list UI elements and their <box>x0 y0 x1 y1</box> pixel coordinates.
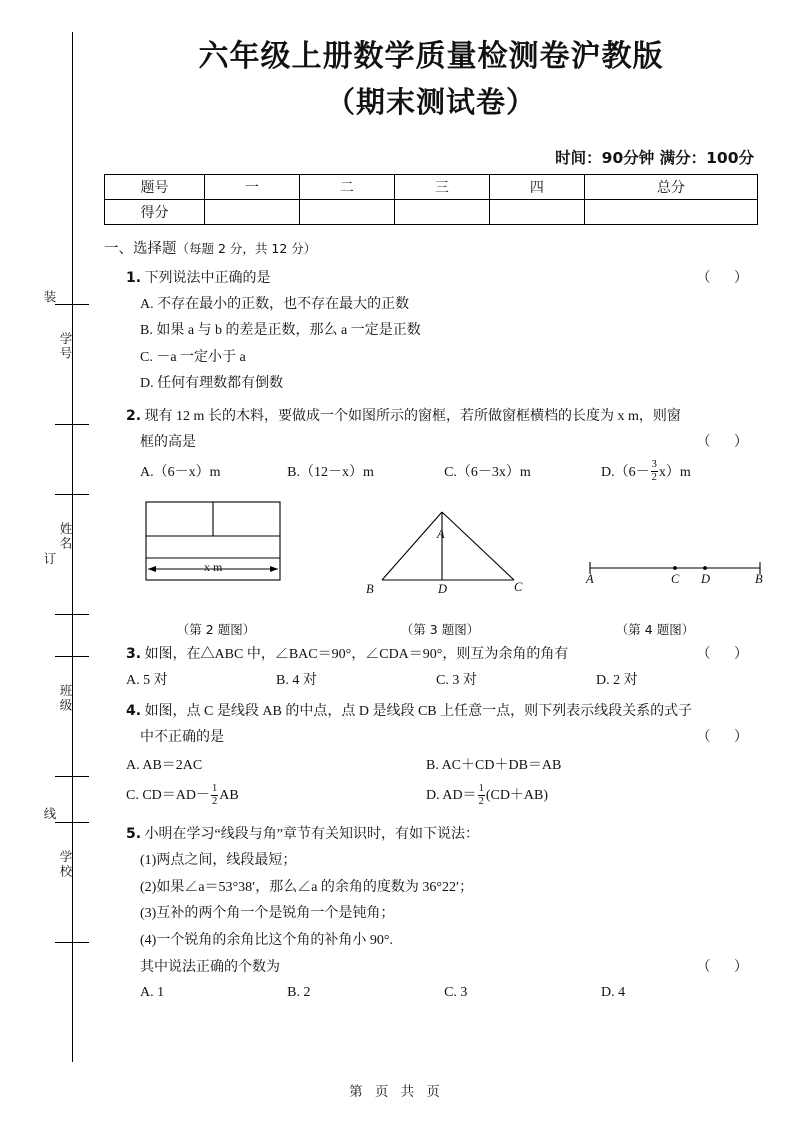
field-rule-banji-end <box>55 776 89 777</box>
score-cell-2[interactable] <box>299 199 394 224</box>
question-2-option-d-prefix: D.（6－ <box>601 464 650 480</box>
question-2-stem-line-2: 框的高是 <box>140 434 196 450</box>
question-5-item-3: (3)互补的两个角一个是锐角一个是钝角； <box>140 906 395 922</box>
score-header-2: 二 <box>299 174 394 199</box>
field-label-xuexiao: 学校 <box>58 850 72 879</box>
question-5-item-4: (4)一个锐角的余角比这个角的补角小 90°. <box>140 932 393 948</box>
question-4-option-c-prefix: C. CD＝AD－ <box>126 788 211 804</box>
question-2-stem-line-1: 现有 12 m 长的木料，要做成一个如图所示的窗框，若所做窗框横档的长度为 x m，则窗 <box>144 409 681 425</box>
figure-row <box>104 492 763 620</box>
question-3-option-b[interactable]: B. 4 对 <box>276 673 317 689</box>
score-cell-3[interactable] <box>394 199 489 224</box>
question-2-number: 2. <box>126 408 142 425</box>
fraction-numerator: 1 <box>478 782 484 794</box>
score-header-4: 四 <box>489 174 584 199</box>
figure-2-dimension-label: x m <box>204 560 223 575</box>
field-rule-banji <box>55 656 89 657</box>
figure-3-caption: （第 3 题图） <box>400 622 480 638</box>
figure-4-segment <box>572 492 792 610</box>
table-row-score <box>105 199 758 224</box>
question-4-option-d-prefix: D. AD＝ <box>426 788 477 804</box>
figure-4-label-B: B <box>755 572 763 587</box>
seal-word-0: 装 <box>42 290 56 303</box>
question-5-option-d[interactable]: D. 4 <box>601 985 626 1001</box>
question-4-option-a[interactable]: A. AB＝2AC <box>126 757 203 773</box>
question-5-item-1: (1)两点之间，线段最短； <box>140 853 297 869</box>
figure-2-caption: （第 2 题图） <box>176 622 256 638</box>
question-2-option-c[interactable]: C.（6－3x）m <box>444 464 531 480</box>
field-rule-xuehao <box>55 304 89 305</box>
question-4-stem-line-1: 如图，点 C 是线段 AB 的中点，点 D 是线段 CB 上任意一点，则下列表示线段关系的式子 <box>144 703 693 719</box>
field-label-xingming: 姓名 <box>58 522 72 551</box>
title-line-1: 六年级上册数学质量检测卷沪教版 <box>198 39 664 74</box>
question-3-option-a[interactable]: A. 5 对 <box>126 673 168 689</box>
seal-word-1: 订 <box>42 552 56 565</box>
fraction-denominator: 2 <box>478 795 484 807</box>
figure-2-window-frame <box>138 496 318 614</box>
exam-content <box>104 30 763 1011</box>
field-rule-xuexiao-end <box>55 942 89 943</box>
score-header-5: 总分 <box>584 174 757 199</box>
field-rule-xuehao-end <box>55 424 89 425</box>
score-header-3: 三 <box>394 174 489 199</box>
question-4 <box>104 699 758 812</box>
question-4-stem-line-2: 中不正确的是 <box>140 729 224 745</box>
question-5-answer-bracket[interactable]: （ ） <box>696 959 758 975</box>
page-footer: 第 页 共 页 <box>349 1084 444 1100</box>
figure-4-label-C: C <box>671 572 680 587</box>
section-heading <box>104 237 758 258</box>
score-cell-1[interactable] <box>205 199 300 224</box>
question-2 <box>104 404 758 486</box>
figure-captions <box>104 620 758 638</box>
field-rule-xuexiao <box>55 822 89 823</box>
question-1-option-d[interactable]: D. 任何有理数都有倒数 <box>140 376 284 392</box>
question-5-stem: 小明在学习“线段与角”章节有关知识时，有如下说法： <box>144 827 479 843</box>
field-rule-xingming-end <box>55 614 89 615</box>
question-2-option-a[interactable]: A.（6－x）m <box>140 464 221 480</box>
table-row-header <box>105 174 758 199</box>
score-row-label: 得分 <box>105 199 205 224</box>
question-4-option-c[interactable] <box>126 781 426 812</box>
fraction-numerator: 3 <box>651 459 657 471</box>
figure-3-label-A: A <box>437 527 445 542</box>
question-4-option-b[interactable]: B. AC＋CD＋DB＝AB <box>426 757 562 773</box>
fraction-three-halves <box>651 459 658 484</box>
field-label-banji: 班级 <box>58 684 72 713</box>
question-3-option-c[interactable]: C. 3 对 <box>436 673 477 689</box>
figure-4-label-A: A <box>586 572 594 587</box>
question-5-tail: 其中说法正确的个数为 <box>140 959 280 975</box>
question-4-option-d[interactable] <box>426 781 548 812</box>
question-5 <box>104 822 758 1007</box>
fraction-denominator: 2 <box>651 472 657 484</box>
question-3-answer-bracket[interactable]: （ ） <box>696 647 758 663</box>
question-2-option-b[interactable]: B.（12－x）m <box>287 464 374 480</box>
question-5-option-a[interactable]: A. 1 <box>140 985 165 1001</box>
question-3-number: 3. <box>126 646 142 663</box>
question-1-answer-bracket[interactable]: （ ） <box>696 270 758 286</box>
question-2-option-d-suffix: x）m <box>658 464 691 480</box>
question-3-option-d[interactable]: D. 2 对 <box>596 673 638 689</box>
question-5-option-c[interactable]: C. 3 <box>444 985 468 1001</box>
field-label-xuehao: 学号 <box>58 332 72 361</box>
figure-3-label-B: B <box>366 582 374 597</box>
question-1-stem: 下列说法中正确的是 <box>144 270 271 286</box>
question-2-answer-bracket[interactable]: （ ） <box>696 434 758 450</box>
score-cell-5[interactable] <box>584 199 757 224</box>
question-3-stem: 如图，在△ABC 中，∠BAC＝90°，∠CDA＝90°，则互为余角的角有 <box>144 647 569 663</box>
score-header-0: 题号 <box>105 174 205 199</box>
fraction-numerator: 1 <box>212 782 218 794</box>
question-1-option-b[interactable]: B. 如果 a 与 b 的差是正数，那么 a 一定是正数 <box>140 323 421 339</box>
question-5-item-2: (2)如果∠a＝53°38′，那么∠a 的余角的度数为 36°22′； <box>140 879 474 895</box>
question-1-option-a[interactable]: A. 不存在最小的正数，也不存在最大的正数 <box>140 296 410 312</box>
figure-4-label-D: D <box>701 572 711 587</box>
score-header-1: 一 <box>205 174 300 199</box>
question-4-option-d-suffix: (CD＋AB) <box>485 788 549 804</box>
question-5-option-b[interactable]: B. 2 <box>287 985 311 1001</box>
question-5-number: 5. <box>126 826 142 843</box>
question-3 <box>104 642 758 694</box>
figure-3-label-D: D <box>438 582 448 597</box>
section-heading-sub: （每题 2 分，共 12 分） <box>176 240 317 256</box>
score-cell-4[interactable] <box>489 199 584 224</box>
question-1-number: 1. <box>126 269 142 286</box>
field-rule-xingming <box>55 494 89 495</box>
figure-3-label-C: C <box>514 580 523 595</box>
section-heading-text: 一、选择题 <box>104 240 177 257</box>
score-table <box>104 174 758 225</box>
fraction-denominator: 2 <box>212 795 218 807</box>
figure-4-caption: （第 4 题图） <box>615 622 695 638</box>
fraction-one-half-c <box>211 783 218 808</box>
question-4-number: 4. <box>126 702 142 719</box>
question-1 <box>104 266 758 398</box>
seal-word-2: 线 <box>42 807 56 820</box>
page-title <box>104 38 758 120</box>
question-1-option-c[interactable]: C. －a 一定小于 a <box>140 349 246 365</box>
fraction-one-half-d <box>478 783 485 808</box>
question-4-option-c-suffix: AB <box>219 788 239 804</box>
margin-strip <box>42 32 80 1062</box>
question-4-answer-bracket[interactable]: （ ） <box>696 729 758 745</box>
title-line-2: （期末测试卷） <box>325 84 536 119</box>
question-2-option-d[interactable] <box>601 460 758 487</box>
time-score-line: 时间：90分钟 满分：100分 <box>555 148 754 167</box>
